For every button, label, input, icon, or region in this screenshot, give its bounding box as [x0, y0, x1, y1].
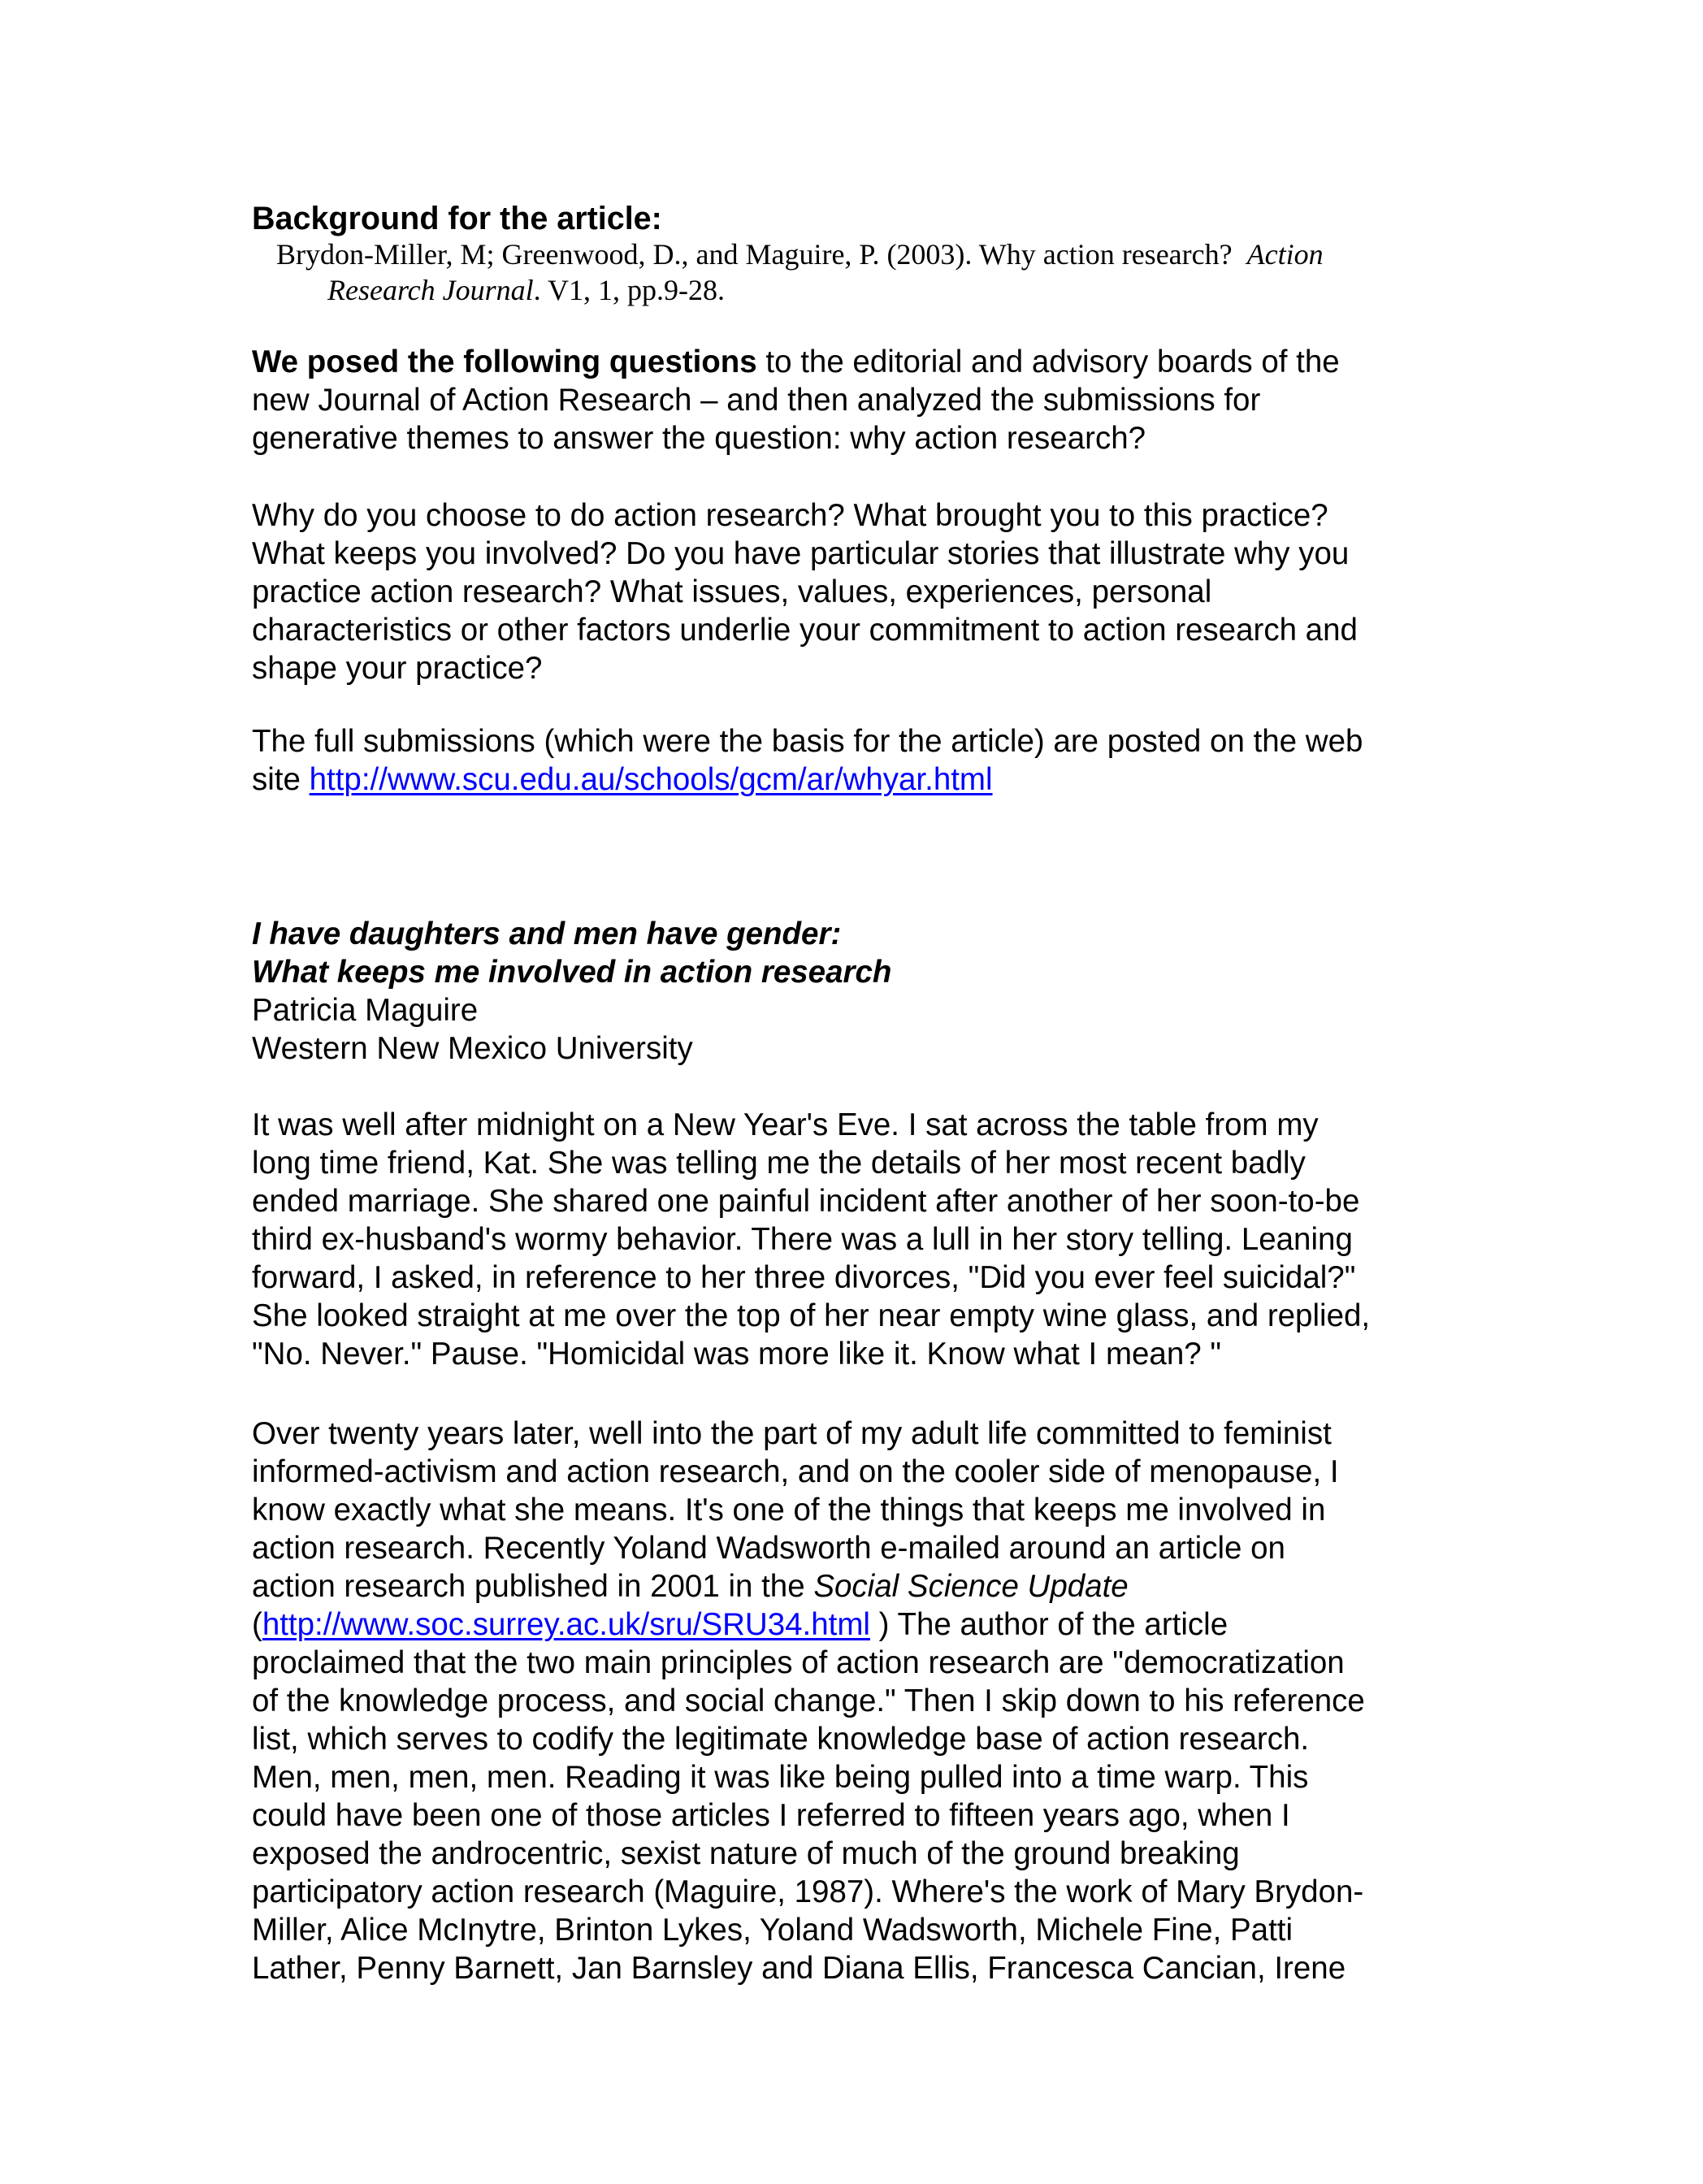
intro-line-1-text: to the editorial and advisory boards of the — [756, 344, 1340, 379]
citation-details: . V1, 1, pp.9-28. — [533, 274, 725, 306]
paragraph1-line-6: She looked straight at me over the top of her near empty wine glass, and replied, — [252, 1298, 1371, 1333]
paragraph2-line-9: list, which serves to codify the legitimate knowledge base of action research. — [252, 1722, 1310, 1757]
paragraph2-line-6-rest: ) The author of the article — [869, 1607, 1228, 1642]
paragraph2-line-1: Over twenty years later, well into the part of my adult life committed to feminist — [252, 1416, 1332, 1451]
paragraph2-line-5 — [252, 1567, 1129, 1606]
intro-line-2: new Journal of Action Research – and then analyzed the submissions for — [252, 383, 1261, 418]
paragraph2-line-5-prefix: action research published in 2001 in the — [252, 1569, 814, 1604]
citation-line-2 — [327, 272, 725, 308]
paragraph1-line-2: long time friend, Kat. She was telling me the details of her most recent badly — [252, 1146, 1306, 1181]
paragraph2-line-10: Men, men, men, men. Reading it was like being pulled into a time warp. This — [252, 1760, 1309, 1795]
questions-line-1: Why do you choose to do action research? What brought you to this practice? — [252, 498, 1328, 533]
paragraph2-line-11: could have been one of those articles I referred to fifteen years ago, when I — [252, 1798, 1290, 1833]
paragraph2-line-6 — [252, 1606, 1228, 1644]
citation-journal-part2: Research Journal — [327, 274, 534, 306]
citation-line-1 — [276, 236, 1324, 272]
whyar-link[interactable]: http://www.scu.edu.au/schools/gcm/ar/whyar.html — [309, 762, 993, 797]
background-heading: Background for the article: — [252, 201, 662, 236]
submissions-line-2-prefix: site — [252, 762, 310, 797]
questions-line-5: shape your practice? — [252, 651, 543, 686]
submissions-line-2 — [252, 760, 993, 799]
paragraph2-line-14: Miller, Alice McInytre, Brinton Lykes, Yoland Wadsworth, Michele Fine, Patti — [252, 1913, 1294, 1948]
intro-line-3: generative themes to answer the question: why action research? — [252, 421, 1146, 456]
paragraph2-line-7: proclaimed that the two main principles of action research are "democratization — [252, 1645, 1345, 1680]
submissions-line-1: The full submissions (which were the basis for the article) are posted on the web — [252, 724, 1363, 759]
citation-journal-part1: Action — [1246, 238, 1324, 271]
paragraph2-line-12: exposed the androcentric, sexist nature of much of the ground breaking — [252, 1836, 1240, 1871]
paragraph1-line-4: third ex-husband's wormy behavior. There was a lull in her story telling. Leaning — [252, 1222, 1353, 1257]
article-title-line-1: I have daughters and men have gender: — [252, 916, 842, 951]
sru34-link[interactable]: http://www.soc.surrey.ac.uk/sru/SRU34.html — [262, 1607, 870, 1642]
questions-line-2: What keeps you involved? Do you have particular stories that illustrate why you — [252, 536, 1350, 571]
paragraph2-line-2: informed-activism and action research, and on the cooler side of menopause, I — [252, 1454, 1339, 1489]
article-title-line-2: What keeps me involved in action research — [252, 955, 892, 990]
questions-line-3: practice action research? What issues, values, experiences, personal — [252, 574, 1212, 609]
paragraph1-line-5: forward, I asked, in reference to her three divorces, "Did you ever feel suicidal?" — [252, 1260, 1356, 1295]
intro-bold-lead: We posed the following questions — [252, 344, 757, 379]
paragraph1-line-1: It was well after midnight on a New Year's Eve. I sat across the table from my — [252, 1107, 1319, 1142]
paragraph2-line-6-open: ( — [252, 1607, 262, 1642]
article-author: Patricia Maguire — [252, 993, 479, 1028]
citation-authors: Brydon-Miller, M; Greenwood, D., and Maguire, P. (2003). Why action research? — [276, 238, 1247, 271]
paragraph2-line-15: Lather, Penny Barnett, Jan Barnsley and Diana Ellis, Francesca Cancian, Irene — [252, 1951, 1346, 1986]
paragraph2-line-13: participatory action research (Maguire, 1987). Where's the work of Mary Brydon- — [252, 1874, 1364, 1909]
paragraph2-line-8: of the knowledge process, and social change." Then I skip down to his reference — [252, 1684, 1365, 1718]
paragraph1-line-3: ended marriage. She shared one painful incident after another of her soon-to-be — [252, 1184, 1360, 1219]
intro-line-1 — [252, 343, 1340, 381]
paragraph2-line-3: know exactly what she means. It's one of the things that keeps me involved in — [252, 1493, 1326, 1528]
paragraph2-line-4: action research. Recently Yoland Wadsworth e-mailed around an article on — [252, 1531, 1285, 1566]
article-affiliation: Western New Mexico University — [252, 1031, 693, 1066]
social-science-update-title: Social Science Update — [813, 1569, 1129, 1604]
questions-line-4: characteristics or other factors underlie your commitment to action research and — [252, 613, 1358, 648]
paragraph1-line-7: "No. Never." Pause. "Homicidal was more like it. Know what I mean? " — [252, 1337, 1222, 1372]
